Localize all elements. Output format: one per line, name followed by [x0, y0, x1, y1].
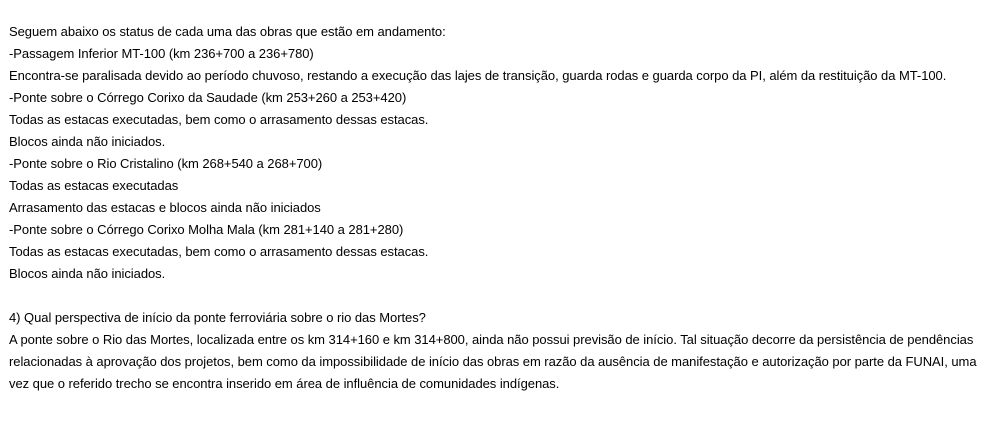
document-body [9, 21, 987, 395]
work-note: Encontra-se paralisada devido ao período chuvoso, restando a execução das lajes de transição, guarda rodas e guarda corpo da PI, além da restituição da MT-100. [9, 68, 947, 83]
question-answer: A ponte sobre o Rio das Mortes, localizada entre os km 314+160 e km 314+800, ainda não possui previsão de início. Tal situação decorre da persistência de pendências relacionadas à aprovação dos projetos, bem como da impossibilidade de início das obras em razão da ausência de manifestação e autorização por parte da FUNAI, uma vez que o referido trecho se encontra inserido em área de influência de comunidades indígenas. [9, 332, 977, 391]
work-note: Blocos ainda não iniciados. [9, 134, 166, 149]
status-intro: Seguem abaixo os status de cada uma das obras que estão em andamento: [9, 24, 446, 39]
work-note: Todas as estacas executadas, bem como o arrasamento dessas estacas. [9, 244, 429, 259]
work-title-rio-cristalino: -Ponte sobre o Rio Cristalino (km 268+540 a 268+700) [9, 156, 323, 171]
work-title-corixo-molha-mala: -Ponte sobre o Córrego Corixo Molha Mala (km 281+140 a 281+280) [9, 222, 404, 237]
question-title: 4) Qual perspectiva de início da ponte ferroviária sobre o rio das Mortes? [9, 310, 426, 325]
work-note: Todas as estacas executadas, bem como o arrasamento dessas estacas. [9, 112, 429, 127]
work-note: Arrasamento das estacas e blocos ainda não iniciados [9, 200, 321, 215]
paragraph-spacer [9, 285, 987, 307]
work-note: Todas as estacas executadas [9, 178, 179, 193]
work-title-passagem-inferior: -Passagem Inferior MT-100 (km 236+700 a 236+780) [9, 46, 314, 61]
work-note: Blocos ainda não iniciados. [9, 266, 166, 281]
work-title-corixo-saudade: -Ponte sobre o Córrego Corixo da Saudade (km 253+260 a 253+420) [9, 90, 407, 105]
